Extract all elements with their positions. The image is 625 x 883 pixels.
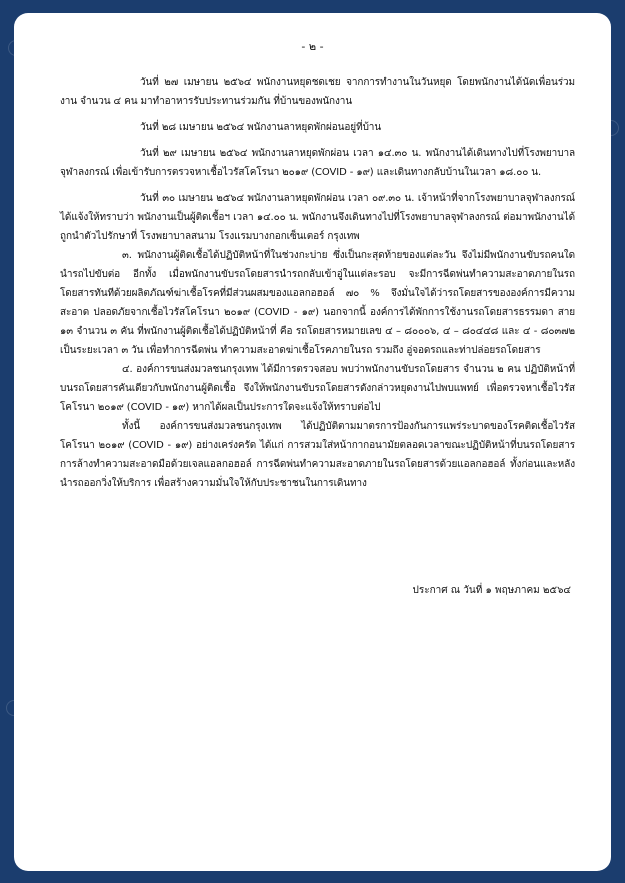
paragraph-april-29: วันที่ ๒๙ เมษายน ๒๕๖๔ พนักงานลาหยุดพักผ่อน เวลา ๑๔.๓๐ น. พนักงานได้เดินทางไปที่โรงพยาบาลจุฬาลงกรณ์ เพื่อเข้ารับการตรวจหาเชื้อไวรัสโคโรนา ๒๐๑๙ (COVID - ๑๙) และเดินทางกลับบ้านในเวลา ๑๘.๐๐ น. <box>60 148 575 178</box>
paragraph-closing: ทั้งนี้ องค์การขนส่งมวลชนกรุงเทพ ได้ปฏิบัติตามมาตรการป้องกันการแพร่ระบาดของโรคติดเชื้อไวรัสโคโรนา ๒๐๑๙ (COVID - ๑๙) อย่างเคร่งครัด ได้แก่ การสวมใส่หน้ากากอนามัยตลอดเวลาขณะปฏิบัติหน้าที่บนรถโดยสาร การล้างทำความสะอาดมือด้วยเจลแอลกอฮอล์ การฉีดพ่นทำความสะอาดภายในรถโดยสารด้วยแอลกอฮอล์ ทั้งก่อนและหลังนำรถออกวิ่งให้บริการ เพื่อสร้างความมั่นใจให้กับประชาชนในการเดินทาง <box>60 421 575 489</box>
document-page <box>14 13 611 871</box>
announcement-date-line: ประกาศ ณ วันที่ ๑ พฤษภาคม ๒๕๖๔ <box>412 585 571 596</box>
paragraph-item-3: ๓. พนักงานผู้ติดเชื้อได้ปฏิบัติหน้าที่ในช่วงกะบ่าย ซึ่งเป็นกะสุดท้ายของแต่ละวัน จึงไม่มีพนักงานขับรถคนใดนำรถไปขับต่อ อีกทั้ง เมื่อพนักงานขับรถโดยสารนำรถกลับเข้าอู่ในแต่ละรอบ จะมีการฉีดพ่นทำความสะอาดภายในรถโดยสารทันทีด้วยผลิตภัณฑ์ฆ่าเชื้อโรคที่มีส่วนผสมของแอลกอฮอล์ ๗๐ % จึงมั่นใจได้ว่ารถโดยสารขององค์การมีความสะอาด ปลอดภัยจากเชื้อไวรัสโคโรนา ๒๐๑๙ (COVID - ๑๙) นอกจากนี้ องค์การได้พักการใช้งานรถโดยสารธรรมดา สาย ๑๓ จำนวน ๓ คัน ที่พนักงานผู้ติดเชื้อได้ปฏิบัติหน้าที่ คือ รถโดยสารหมายเลข ๔ – ๘๐๐๐๖, ๔ – ๘๐๔๔๘ และ ๔ - ๘๐๓๗๒ เป็นระยะเวลา ๓ วัน เพื่อทำการฉีดพ่น ทำความสะอาดฆ่าเชื้อโรคภายในรถ รวมถึง อู่จอดรถและท่าปล่อยรถโดยสาร <box>60 250 575 356</box>
paragraph-april-30: วันที่ ๓๐ เมษายน ๒๕๖๔ พนักงานลาหยุดพักผ่อน เวลา ๐๙.๓๐ น. เจ้าหน้าที่จากโรงพยาบาลจุฬาลงกรณ์ ได้แจ้งให้ทราบว่า พนักงานเป็นผู้ติดเชื้อฯ เวลา ๑๔.๐๐ น. พนักงานจึงเดินทางไปที่โรงพยาบาลจุฬาลงกรณ์ ต่อมาพนักงานได้ถูกนำตัวไปรักษาที่ โรงพยาบาลสนาม โรงแรมบางกอกเซ็นเตอร์ กรุงเทพ <box>60 193 575 242</box>
paragraph-april-28: วันที่ ๒๘ เมษายน ๒๕๖๔ พนักงานลาหยุดพักผ่อนอยู่ที่บ้าน <box>140 122 382 133</box>
page-number: - ๒ - <box>301 40 324 53</box>
paragraph-april-27: วันที่ ๒๗ เมษายน ๒๕๖๔ พนักงานหยุดชดเชย จากการทำงานในวันหยุด โดยพนักงานได้นัดเพื่อนร่วมงาน จำนวน ๔ คน มาทำอาหารรับประทานร่วมกัน ที่บ้านของพนักงาน <box>60 77 575 107</box>
paragraph-item-4: ๔. องค์การขนส่งมวลชนกรุงเทพ ได้มีการตรวจสอบ พบว่าพนักงานขับรถโดยสาร จำนวน ๒ คน ปฏิบัติหน้าที่บนรถโดยสารคันเดียวกับพนักงานผู้ติดเชื้อ จึงให้พนักงานขับรถโดยสารดังกล่าวหยุดงานไปพบแพทย์ เพื่อตรวจหาเชื้อไวรัสโคโรนา ๒๐๑๙ (COVID - ๑๙) หากได้ผลเป็นประการใดจะแจ้งให้ทราบต่อไป <box>60 364 575 413</box>
document-body <box>60 73 575 493</box>
